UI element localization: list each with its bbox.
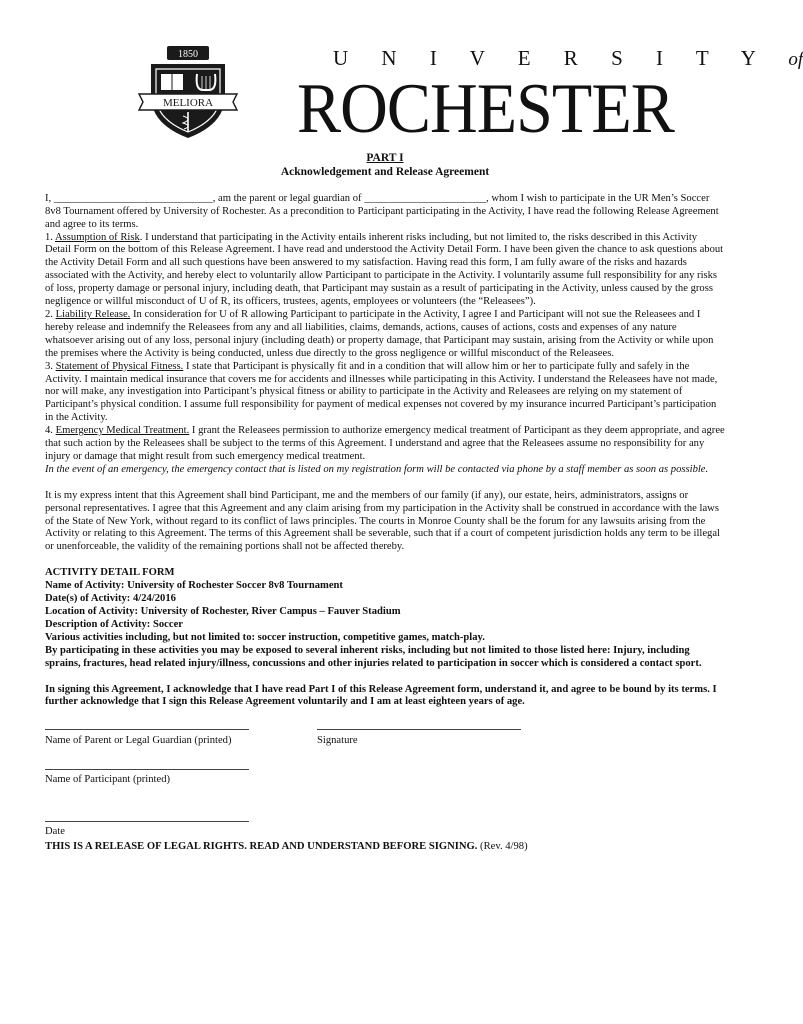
guardian-name-label: Name of Parent or Legal Guardian (printed) [45,735,232,747]
participant-name-line[interactable] [45,769,249,770]
activity-detail-form [45,567,725,670]
activity-risks: By participating in these activities you may be exposed to several inherent risks, including but not limited to those listed here: Injury, including sprains, fractures, head related injury/illness, concussions and other injuries related to participation in soccer which is considered a contact sport. [45,644,702,669]
guardian-name-line[interactable] [45,729,249,730]
release-agreement [45,152,725,854]
activity-various: Various activities including, but not limited to: soccer instruction, competitive games, match-play. [45,631,485,643]
section-assumption-of-risk [45,232,725,309]
section-text: I state that Participant is physically fit and in a condition that will allow him or her to participate fully and safely in the Activity. I maintain medical insurance that covers me for accidents and illnesses while participating in this Activity. I understand the Releasees have not made, nor will make, any investigation into Participant’s physical fitness or ability to participate in the Activity and Releasees are relying on my statement of Participant’s physical condition. I assume full responsibility for payment of medical expenses not covered by my insurance incurred Participant’s participation in the Activity. [45,360,718,424]
section-number: 3. [45,360,53,372]
section-heading: Emergency Medical Treatment. [55,425,190,437]
section-heading: Statement of Physical Fitness. [55,360,184,372]
signature-label: Signature [317,735,358,747]
seal-motto: MELIORA [162,97,214,109]
section-text: I grant the Releasees permission to authorize emergency medical treatment of Participant as they deem appropriate, and agree that such action by the Releasees shall be subject to the terms of this Agreement. I understand and agree that the Releasees assume no responsibility for any injury or damage that might result from such emergency medical treatment. [45,425,725,462]
signature-row [45,729,725,765]
intro-paragraph: I, ______________________________, am the parent or legal guardian of _______________________, whom I wish to participate in the UR Men’s Soccer 8v8 Tournament offered by University of Rochester. As a precondition to Participant participating in the Activity, I have read the following Release Agreement and agree to its terms. [45,192,719,230]
activity-description: Description of Activity: Soccer [45,618,183,630]
emergency-contact-note: In the event of an emergency, the emergency contact that is listed on my registration form will be contacted via phone by a staff member as soon as possible. [45,463,709,475]
legal-warning: THIS IS A RELEASE OF LEGAL RIGHTS. READ AND UNDERSTAND BEFORE SIGNING. [45,841,478,853]
rochester-wordmark: ROCHESTER [297,70,674,148]
section-heading: Assumption of Risk [55,231,140,243]
section-emergency-treatment [45,425,725,464]
section-heading: Liability Release. [55,308,131,320]
agreement-title: Acknowledgement and Release Agreement [280,165,490,178]
of-word: of [788,49,803,70]
university-wordmark-line [333,46,803,71]
participant-name-label: Name of Participant (printed) [45,774,171,786]
signature-line[interactable] [317,729,521,730]
section-liability-release [45,309,725,361]
footer-warning-line [45,841,725,854]
activity-name: Name of Activity: University of Rochester Soccer 8v8 Tournament [45,580,343,592]
section-physical-fitness [45,361,725,426]
participant-row [45,765,725,821]
revision-note: (Rev. 4/98) [477,841,528,853]
section-number: 4. [45,425,53,437]
date-line[interactable] [45,821,249,822]
seal-year: 1850 [178,49,198,60]
activity-location: Location of Activity: University of Rochester, River Campus – Fauver Stadium [45,606,401,617]
activity-dates: Date(s) of Activity: 4/24/2016 [45,593,176,605]
section-number: 1. [45,231,53,243]
university-word: U N I V E R S I T Y [333,46,770,70]
express-intent-paragraph: It is my express intent that this Agreement shall bind Participant, me and the members of our family (if any), our estate, heirs, administrators, assigns or personal representatives. I agree that this Agreement and any claim arising from my participation in the Activity shall be construed in accordance with the laws of the State of New York, without regard to its conflict of laws principles. The courts in Monroe County shall be the forum for any lawsuits arising from the Activity or relating to this Agreement. The terms of this Agreement shall be severable, such that if a court of competent jurisdiction holds any term to be illegal or unenforceable, the validity of the remaining portions shall not be affected thereby. [45,489,720,553]
section-text: . I understand that participating in the Activity entails inherent risks including, but not limited to, the risks described in this Activity Detail Form on the bottom of this Release Agreement. I have read and understood the Activity Detail Form. I have been given the chance to ask questions about the Activity Detail Form and all such questions have been answered to my satisfaction. Having read this form, I am fully aware of the risks and hazards associated with the Activity, and hereby elect to voluntarily allow Participant to participate in the Activity. I voluntarily assume full responsibility for any risks of loss, property damage or personal injury, including death, that Participant may sustain as a result of participating in the Activity, unless caused by the gross negligence or willful misconduct of U of R, its officers, trustees, agents, employees or volunteers (the “Releasees”). [45,231,724,308]
part-title: PART I [366,152,404,164]
date-row [45,821,725,841]
section-text: In consideration for U of R allowing Participant to participate in the Activity, I agree I and Participant will not sue the Releasees and I hereby release and indemnify the Releasees from any and all liabilities, claims, demands, actions, causes of actions, costs and expenses of any nature whatsoever arising out of any loss, personal injury (including death) or property damage, that Participant may sustain, arising from the Activity or while upon the premises where the Activity is being conducted, unless due directly to the gross negligence or willful misconduct of the Releasees. [45,308,714,359]
signing-statement: In signing this Agreement, I acknowledge that I have read Part I of this Release Agreement form, understand it, and agree to be bound by its terms. I further acknowledge that I sign this Release Agreement voluntarily and I am at least eighteen years of age. [45,683,717,708]
section-number: 2. [45,308,53,320]
university-seal-icon [137,44,239,140]
university-header [137,44,803,148]
activity-heading: ACTIVITY DETAIL FORM [45,567,175,579]
date-label: Date [45,826,65,838]
